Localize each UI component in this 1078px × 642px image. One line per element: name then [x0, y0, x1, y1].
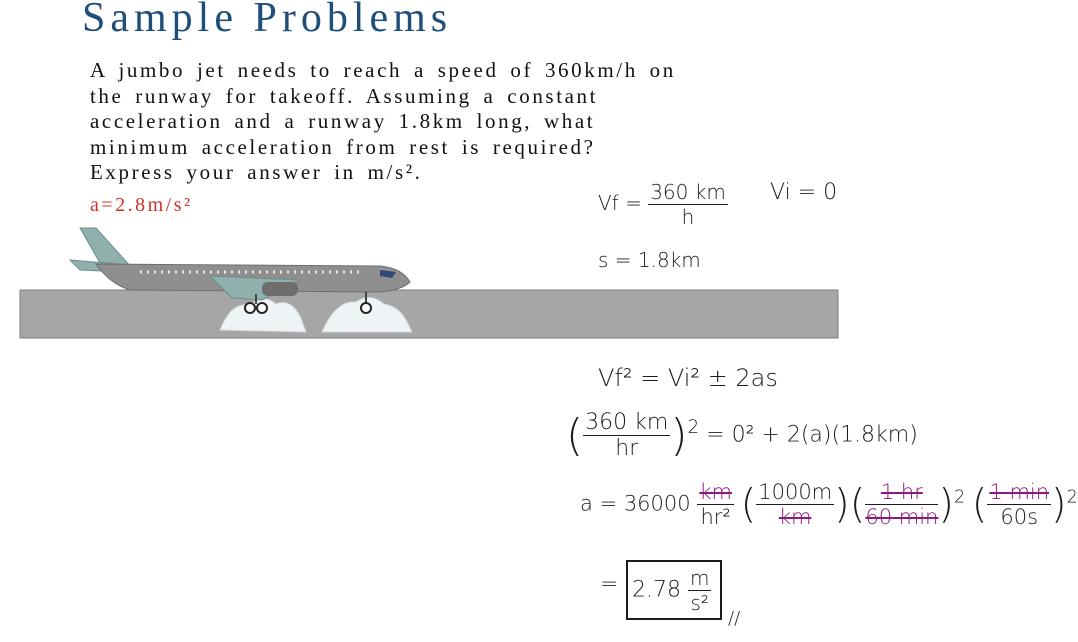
problem-line: Express your answer in m/s².	[90, 160, 423, 185]
end-mark: //	[728, 608, 741, 629]
result-equals: =	[600, 572, 619, 597]
given-s: s = 1.8km	[598, 248, 701, 272]
given-vi: Vi = 0	[770, 180, 838, 205]
given-vf-label: Vf =	[598, 191, 642, 215]
given-vf-fraction: $\frac{360 km}{h}$	[650, 180, 726, 229]
plane-wheel	[245, 303, 255, 313]
equation-conversion: a = 36000 $\frac{km}{\text{hr²}}$ ( $\frac{1000m}{km}$ )( $\frac{1 hr}{60 \min}$ )$^2$ ( $\frac{1 \min}{60s}$ )$^2$	[580, 480, 1078, 529]
slide-title: Sample Problems	[82, 0, 453, 41]
given-vf	[598, 180, 728, 229]
problem-line: A jumbo jet needs to reach a speed of 360km/h on	[90, 58, 676, 82]
problem-line: the runway for takeoff. Assuming a constant	[90, 83, 599, 108]
plane-wheel	[361, 303, 371, 313]
equation-substitution: ( $\frac{360 km}{hr}$ )$^2$ = 0² + 2(a)(1.8km)	[566, 410, 918, 461]
problem-line: acceleration and a runway 1.8km long, what	[90, 109, 596, 134]
runway	[20, 290, 838, 338]
problem-line: minimum acceleration from rest is required?	[90, 134, 596, 159]
answer-text: a=2.8m/s²	[90, 194, 193, 216]
plane-wheel	[257, 303, 267, 313]
equation-kinematic: Vf² = Vi² ± 2as	[598, 364, 778, 392]
result-value: 2.78 $\frac{m}{\text{s²}}$	[632, 566, 710, 615]
plane-engine	[262, 282, 298, 296]
